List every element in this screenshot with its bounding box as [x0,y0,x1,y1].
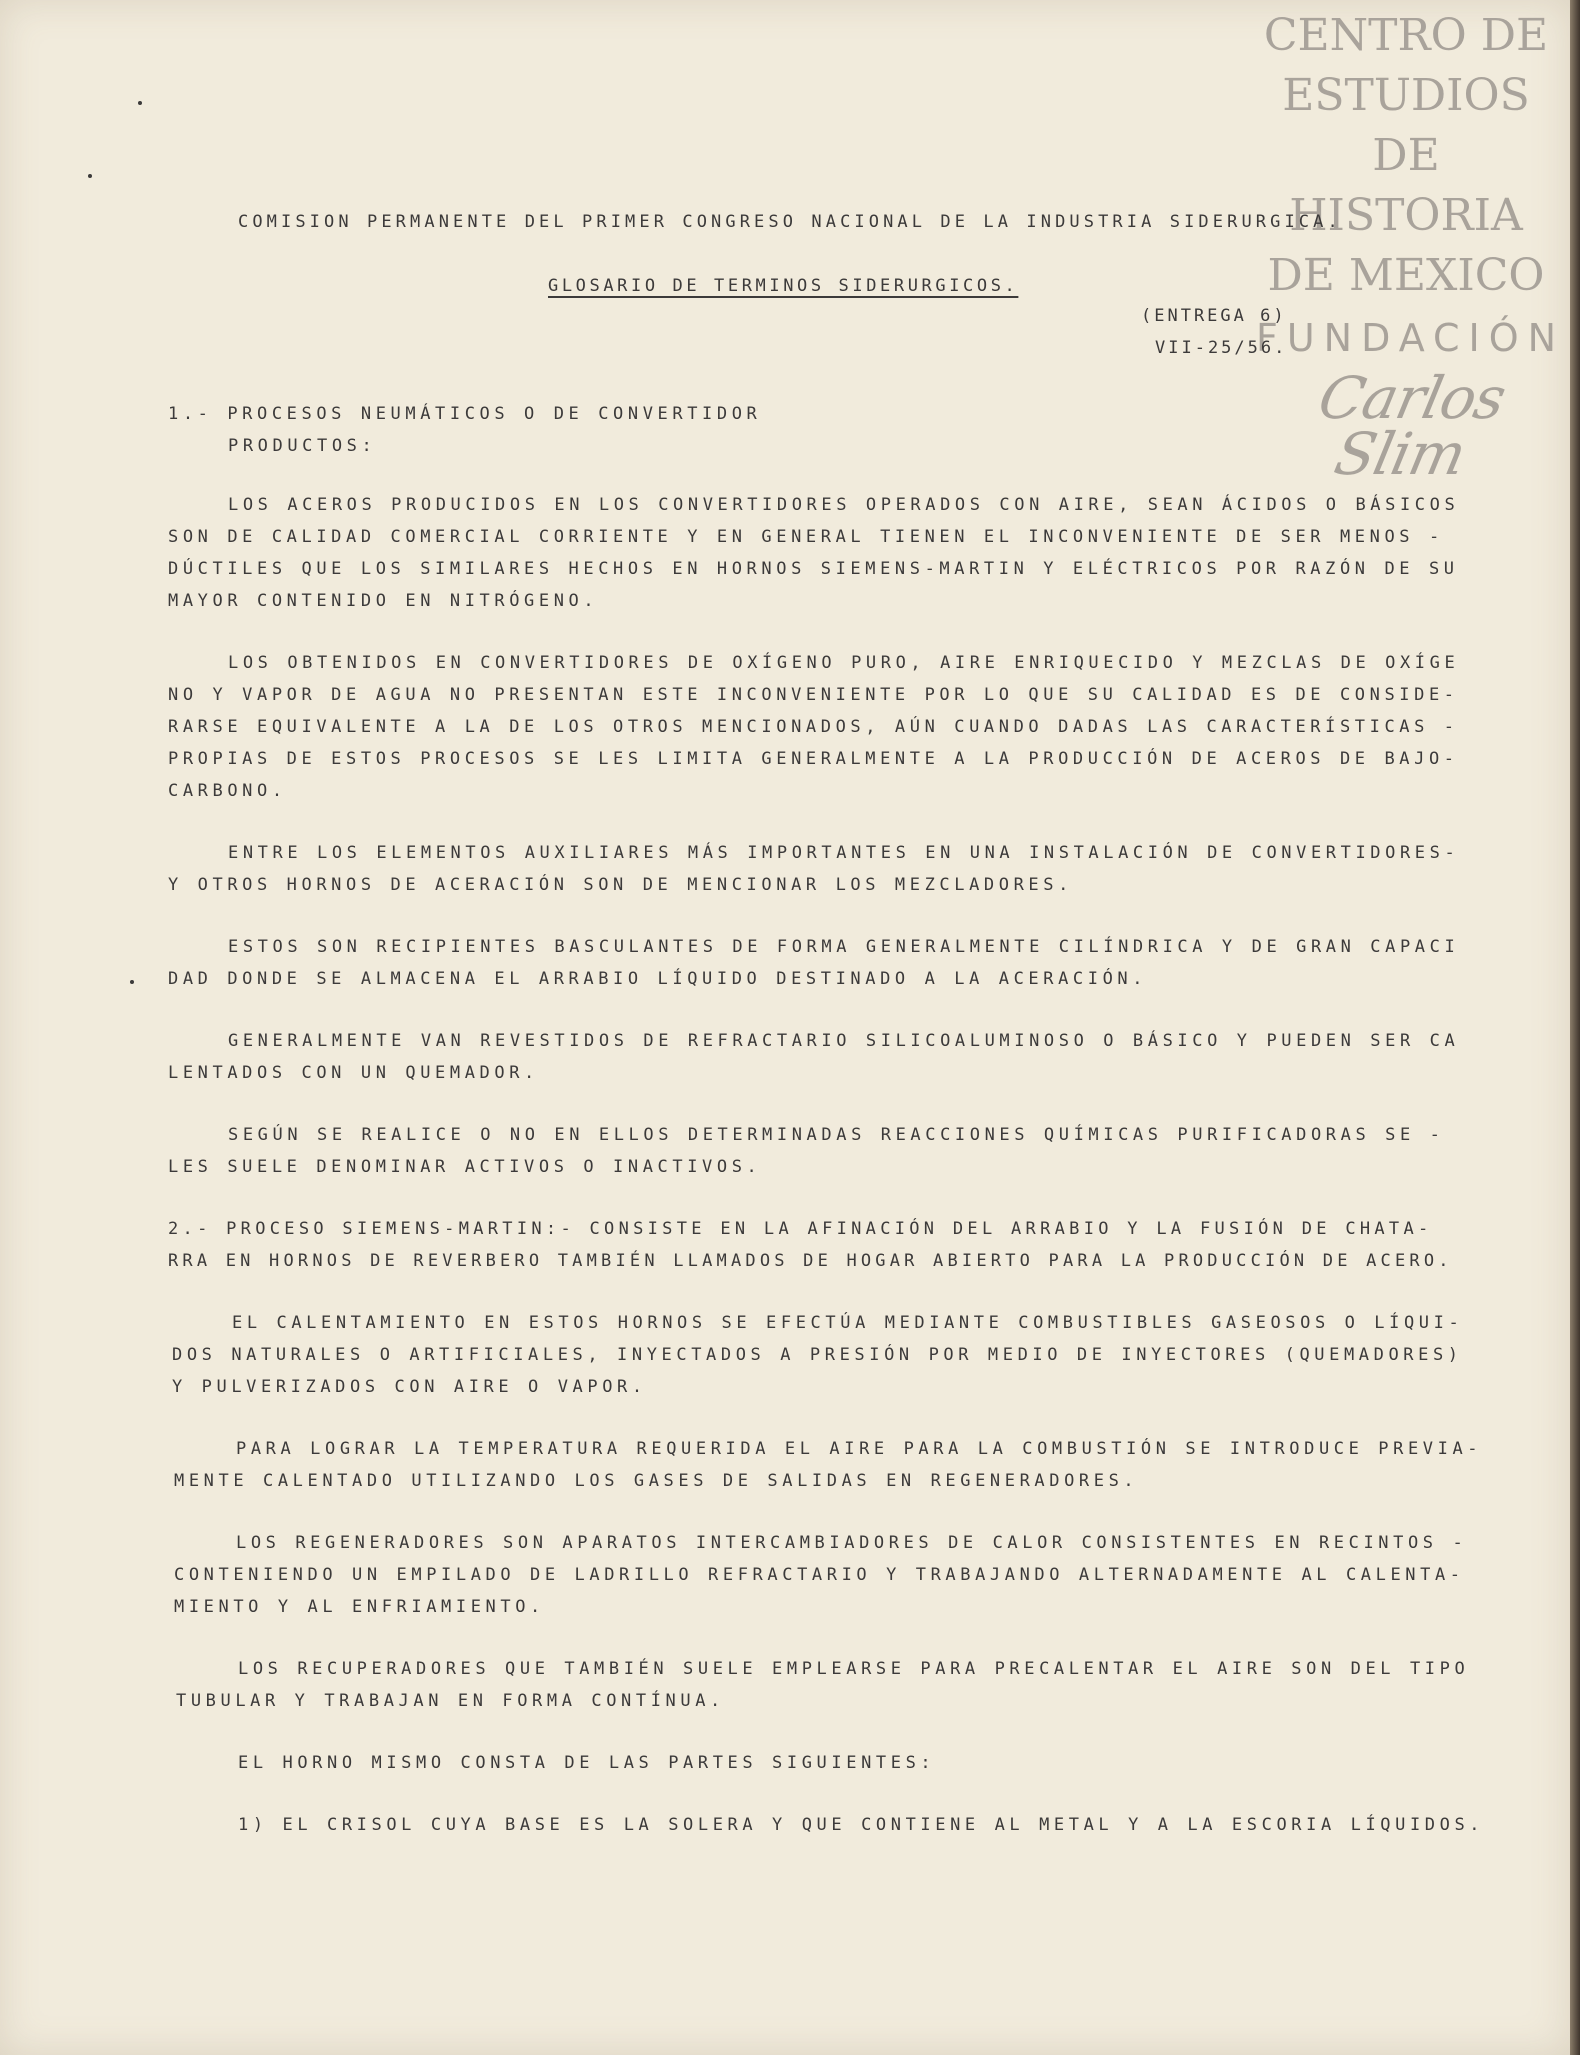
body-line: PROPIAS DE ESTOS PROCESOS SE LES LIMITA GENERALMENTE A LA PRODUCCIÓN DE ACEROS DE BAJO- [168,749,1459,769]
watermark-line: DE MEXICO [1267,250,1545,301]
watermark-foundation: FUNDACIÓN [1256,316,1566,360]
body-line: LENTADOS CON UN QUEMADOR. [168,1063,539,1083]
watermark-line: DE HISTORIA [1289,130,1523,241]
body-line: LOS OBTENIDOS EN CONVERTIDORES DE OXÍGENO PURO, AIRE ENRIQUECIDO Y MEZCLAS DE OXÍGE [228,653,1460,673]
body-line: DÚCTILES QUE LOS SIMILARES HECHOS EN HORNOS SIEMENS-MARTIN Y ELÉCTRICOS POR RAZÓN DE SU [168,559,1459,579]
body-line: CARBONO. [168,781,287,801]
body-line: LOS RECUPERADORES QUE TAMBIÉN SUELE EMPLEARSE PARA PRECALENTAR EL AIRE SON DEL TIPO [238,1659,1470,1679]
body-line: TUBULAR Y TRABAJAN EN FORMA CONTÍNUA. [176,1691,725,1711]
body-line: RRA EN HORNOS DE REVERBERO TAMBIÉN LLAMADOS DE HOGAR ABIERTO PARA LA PRODUCCIÓN DE ACERO. [168,1251,1453,1271]
body-line: Y PULVERIZADOS CON AIRE O VAPOR. [172,1377,647,1397]
body-line: LES SUELE DENOMINAR ACTIVOS O INACTIVOS. [168,1157,762,1177]
body-line: MENTE CALENTADO UTILIZANDO LOS GASES DE SALIDAS EN REGENERADORES. [174,1471,1139,1491]
body-line: RARSE EQUIVALENTE A LA DE LOS OTROS MENCIONADOS, AÚN CUANDO DADAS LAS CARACTERÍSTICAS - [168,717,1459,737]
body-line: DOS NATURALES O ARTIFICIALES, INYECTADOS A PRESIÓN POR MEDIO DE INYECTORES (QUEMADORES) [172,1345,1463,1365]
body-line: ESTOS SON RECIPIENTES BASCULANTES DE FORMA GENERALMENTE CILÍNDRICA Y DE GRAN CAPACI [228,937,1460,957]
body-line: EL CALENTAMIENTO EN ESTOS HORNOS SE EFECTÚA MEDIANTE COMBUSTIBLES GASEOSOS O LÍQUI- [232,1313,1464,1333]
document-subtitle [548,276,1018,296]
body-line: 2.- PROCESO SIEMENS-MARTIN:- CONSISTE EN LA AFINACIÓN DEL ARRABIO Y LA FUSIÓN DE CHATA- [168,1219,1433,1239]
body-line: MAYOR CONTENIDO EN NITRÓGENO. [168,591,599,611]
body-line: 1) EL CRISOL CUYA BASE ES LA SOLERA Y QUE CONTIENE AL METAL Y A LA ESCORIA LÍQUIDOS. [238,1815,1485,1835]
body-line: SEGÚN SE REALICE O NO EN ELLOS DETERMINADAS REACCIONES QUÍMICAS PURIFICADORAS SE - [228,1125,1445,1145]
document-date: VII-25/56. [1155,338,1288,358]
body-line: NO Y VAPOR DE AGUA NO PRESENTAN ESTE INCONVENIENTE POR LO QUE SU CALIDAD ES DE CONSIDE- [168,685,1459,705]
delivery-number: (ENTREGA 6) [1141,306,1287,326]
paper-speck [88,174,92,178]
body-line: GENERALMENTE VAN REVESTIDOS DE REFRACTARIO SILICOALUMINOSO O BÁSICO Y PUEDEN SER CA [228,1031,1460,1051]
body-line: CONTENIENDO UN EMPILADO DE LADRILLO REFRACTARIO Y TRABAJANDO ALTERNADAMENTE AL CALENTA- [174,1565,1465,1585]
section-heading: 1.- PROCESOS NEUMÁTICOS O DE CONVERTIDOR [168,404,762,424]
body-line: MIENTO Y AL ENFRIAMIENTO. [174,1597,545,1617]
document-title: COMISION PERMANENTE DEL PRIMER CONGRESO NACIONAL DE LA INDUSTRIA SIDERURGICA. [238,212,1342,232]
body-line: SON DE CALIDAD COMERCIAL CORRIENTE Y EN GENERAL TIENEN EL INCONVENIENTE DE SER MENOS - [168,527,1444,547]
watermark-signature: Carlos Slim [1312,364,1512,488]
archive-watermark [1256,6,1566,488]
body-line: Y OTROS HORNOS DE ACERACIÓN SON DE MENCIONAR LOS MEZCLADORES. [168,875,1073,895]
paper-speck [138,101,142,105]
body-line: DAD DONDE SE ALMACENA EL ARRABIO LÍQUIDO DESTINADO A LA ACERACIÓN. [168,969,1148,989]
paper-speck [130,980,134,984]
watermark-line: ESTUDIOS [1282,70,1530,121]
watermark-line: CENTRO DE [1263,10,1549,61]
body-line: EL HORNO MISMO CONSTA DE LAS PARTES SIGUIENTES: [238,1753,936,1773]
body-line: LOS ACEROS PRODUCIDOS EN LOS CONVERTIDORES OPERADOS CON AIRE, SEAN ÁCIDOS O BÁSICOS [228,495,1460,515]
section-subheading: PRODUCTOS: [228,436,377,456]
subtitle-text: GLOSARIO DE TERMINOS SIDERURGICOS. [548,276,1019,296]
body-line: ENTRE LOS ELEMENTOS AUXILIARES MÁS IMPORTANTES EN UNA INSTALACIÓN DE CONVERTIDORES- [228,843,1460,863]
body-line: LOS REGENERADORES SON APARATOS INTERCAMBIADORES DE CALOR CONSISTENTES EN RECINTOS - [236,1533,1468,1553]
body-line: PARA LOGRAR LA TEMPERATURA REQUERIDA EL AIRE PARA LA COMBUSTIÓN SE INTRODUCE PREVIA- [236,1439,1483,1459]
scan-edge [1570,0,1580,2055]
